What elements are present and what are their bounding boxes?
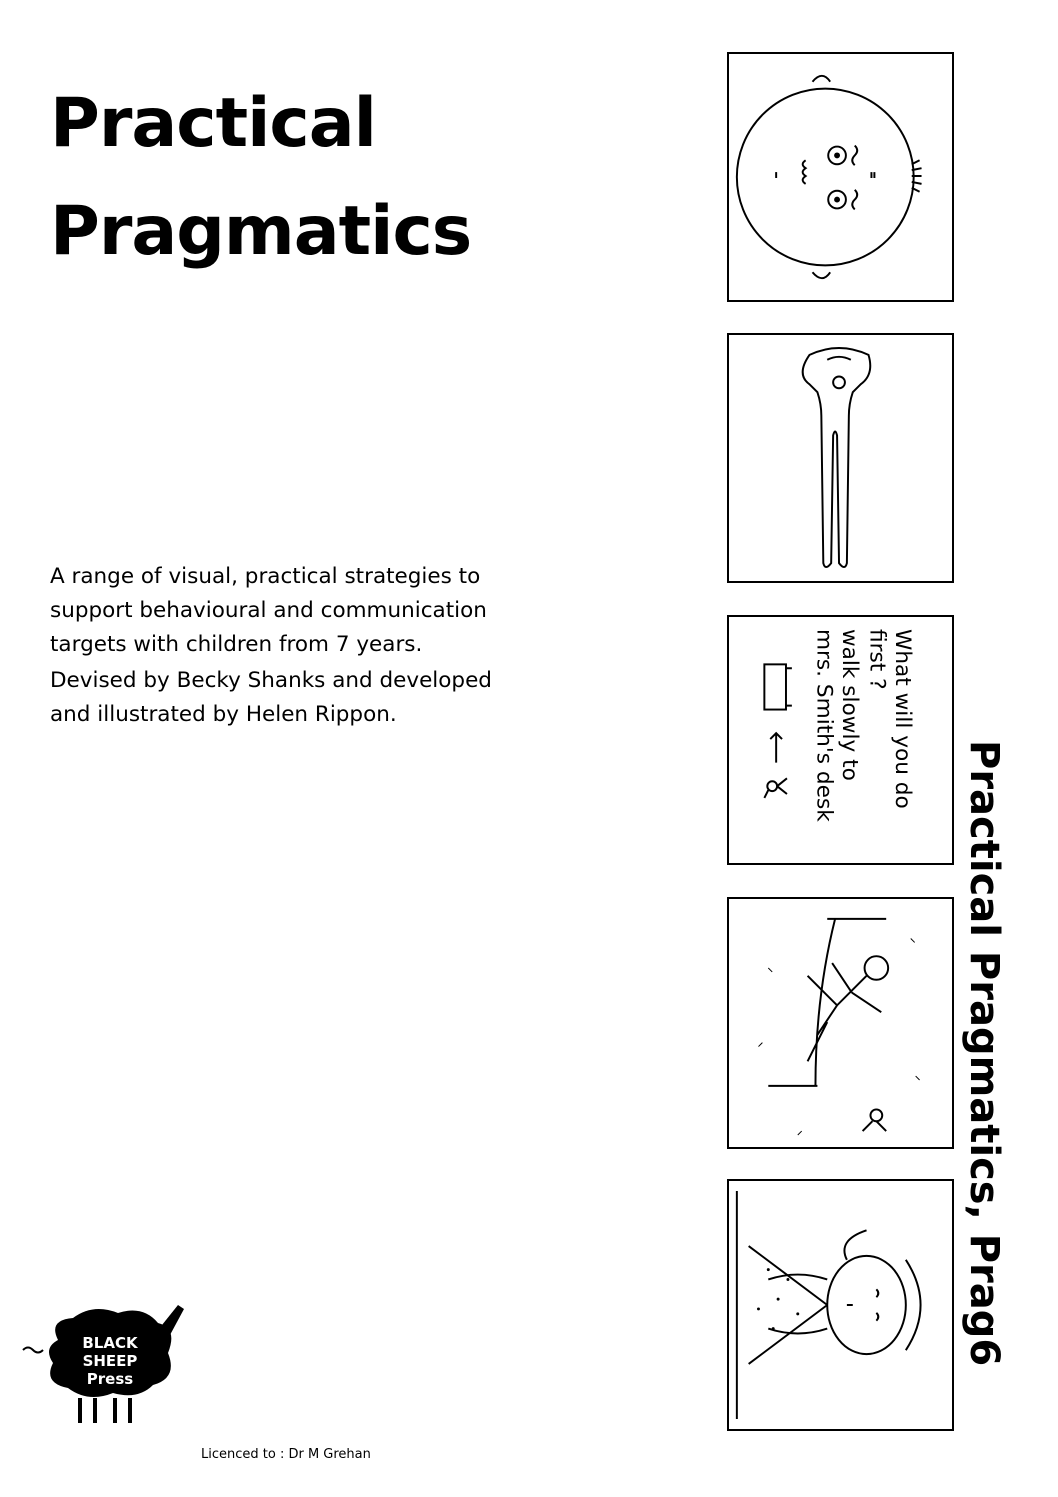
prompt-illustration — [729, 617, 952, 863]
desk-arrow-icon — [764, 664, 792, 798]
illustration-face-panel — [727, 52, 954, 302]
credits-text: Devised by Becky Shanks and developed and illustrated by Helen Rippon. — [50, 668, 492, 727]
illustration-peg-panel — [727, 333, 954, 583]
illustration-prompt-panel — [727, 615, 954, 865]
page-title — [50, 70, 650, 286]
illustration-girl-panel — [727, 1179, 954, 1431]
logo-line-3: Press — [86, 1370, 134, 1388]
prompt-line-3: walk slowly to — [836, 628, 862, 781]
girl-illustration-icon — [729, 1181, 952, 1429]
logo-line-2: SHEEP — [82, 1352, 138, 1370]
prompt-line-2: first ? — [864, 628, 890, 690]
illustration-swing-panel — [727, 897, 954, 1149]
prompt-line-4: mrs. Smith's desk — [811, 628, 837, 822]
spine-title: Practical Pragmatics, Prag6 — [961, 740, 1007, 1367]
title-line-1: Practical — [50, 84, 376, 163]
peg-illustration-icon — [729, 335, 952, 581]
prompt-line-1: What will you do — [890, 628, 916, 809]
face-illustration-icon — [729, 54, 952, 300]
licence-text: Licenced to : Dr M Grehan — [201, 1447, 371, 1462]
black-sheep-press-logo-icon — [18, 1300, 198, 1430]
description-block — [50, 560, 520, 732]
title-line-2: Pragmatics — [50, 192, 472, 271]
description-text: A range of visual, practical strategies to support behavioural and communication targets with children from 7 years. — [50, 564, 487, 657]
logo-line-1: BLACK — [82, 1334, 138, 1352]
swing-illustration-icon — [729, 899, 952, 1147]
